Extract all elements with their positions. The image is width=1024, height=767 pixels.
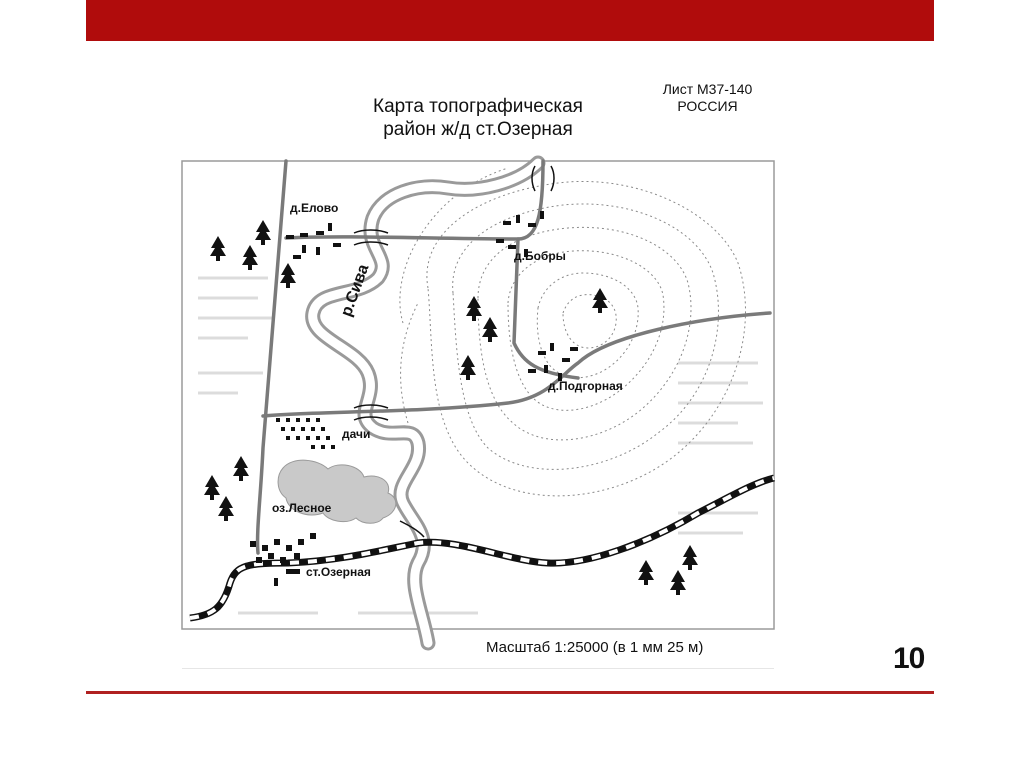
label-dachas: дачи (342, 427, 371, 441)
label-village-podgornaya: д.Подгорная (548, 379, 623, 393)
slide-header-bar (86, 0, 934, 41)
label-station-ozernaya: ст.Озерная (306, 565, 371, 579)
page-number: 10 (893, 642, 925, 675)
map-graphics (178, 73, 778, 669)
slide-footer-rule (86, 691, 934, 694)
map-title-line1: Карта топографическая (373, 96, 583, 117)
map-scale: Масштаб 1:25000 (в 1 мм 25 м) (486, 639, 704, 656)
label-village-elovo: д.Елово (290, 201, 339, 215)
map-title (308, 95, 648, 141)
sheet-code-line2: РОССИЯ (677, 98, 738, 114)
topographic-map (178, 73, 778, 669)
label-lake-lesnoe: оз.Лесное (272, 501, 332, 515)
map-title-line2: район ж/д ст.Озерная (383, 119, 573, 140)
map-sheet-code (640, 81, 775, 115)
label-village-bobry: д.Бобры (514, 249, 566, 263)
sheet-code-line1: Лист М37-140 (662, 81, 753, 97)
label-river-siva: р.Сива (338, 262, 373, 319)
